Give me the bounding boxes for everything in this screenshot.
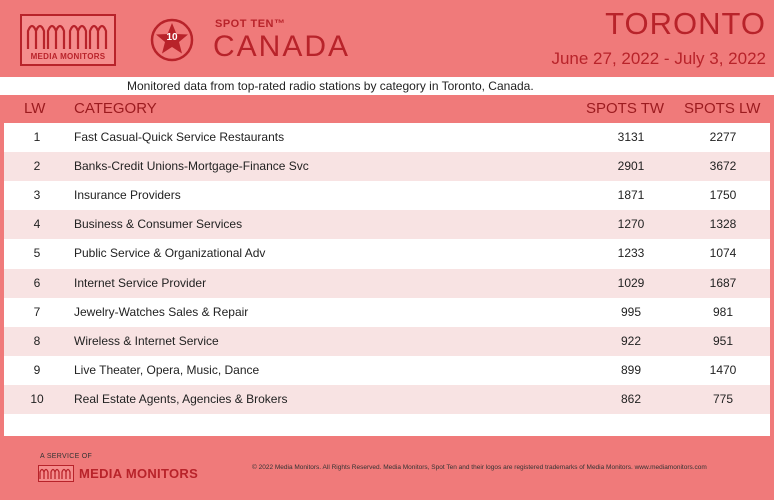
category-cell: Public Service & Organizational Adv xyxy=(74,246,266,261)
spots-lw-cell: 1687 xyxy=(709,275,737,290)
spots-lw-cell: 1750 xyxy=(709,188,737,203)
spots-lw-cell: 1470 xyxy=(709,362,737,377)
footer-media-monitors-logo xyxy=(38,463,208,485)
spots-tw-cell: 2901 xyxy=(617,159,645,174)
table-row xyxy=(4,327,770,356)
category-cell: Internet Service Provider xyxy=(74,275,207,290)
spots-tw-cell: 899 xyxy=(620,362,642,377)
spots-lw-cell: 2277 xyxy=(709,130,737,144)
service-of-label: A SERVICE OF xyxy=(40,453,93,460)
rank-cell: 3 xyxy=(33,188,41,203)
rank-cell: 1 xyxy=(33,130,41,144)
media-monitors-wave-icon xyxy=(26,19,110,51)
table-row xyxy=(4,239,770,268)
rank-cell: 6 xyxy=(33,275,41,290)
table-row xyxy=(4,210,770,239)
media-monitors-mark-icon xyxy=(38,465,74,482)
table-header xyxy=(4,95,770,123)
spots-tw-cell: 995 xyxy=(620,304,642,319)
spots-tw-cell: 1270 xyxy=(617,217,645,232)
subtitle-text: Monitored data from top-rated radio stations by category in Toronto, Canada. xyxy=(127,79,534,93)
table-row xyxy=(4,181,770,210)
spots-lw-cell: 775 xyxy=(712,391,734,406)
column-header-lw: LW xyxy=(24,100,46,117)
table-row xyxy=(4,385,770,414)
rank-cell: 5 xyxy=(33,246,41,261)
city-title: TORONTO xyxy=(605,6,766,41)
column-header-spots-tw: SPOTS TW xyxy=(586,100,665,117)
spots-lw-cell: 1074 xyxy=(709,246,737,261)
rank-cell: 7 xyxy=(33,304,41,319)
spots-tw-cell: 1029 xyxy=(617,275,645,290)
spots-tw-cell: 3131 xyxy=(617,130,645,144)
rank-cell: 2 xyxy=(33,159,41,174)
spots-lw-cell: 1328 xyxy=(709,217,737,232)
logo-text: MEDIA MONITORS xyxy=(30,52,106,61)
table-row xyxy=(4,356,770,385)
copyright-text: © 2022 Media Monitors. All Rights Reserved. Media Monitors, Spot Ten and their logos are registered trademarks of Media Monitors. www.mediamonitors.com xyxy=(252,464,707,471)
rank-cell: 4 xyxy=(33,217,41,232)
header xyxy=(0,0,774,78)
column-header-category: CATEGORY xyxy=(74,100,157,117)
rank-cell: 10 xyxy=(30,391,44,406)
footer-logo-text: MEDIA MONITORS xyxy=(79,466,199,481)
category-cell: Jewelry-Watches Sales & Repair xyxy=(74,304,249,319)
date-range: June 27, 2022 - July 3, 2022 xyxy=(551,49,766,68)
spots-tw-cell: 922 xyxy=(620,333,642,348)
table-body xyxy=(4,123,770,414)
category-cell: Fast Casual-Quick Service Restaurants xyxy=(74,130,285,144)
footer xyxy=(0,436,774,500)
media-monitors-logo xyxy=(20,14,116,66)
spots-tw-cell: 1233 xyxy=(617,246,645,261)
subtitle-band xyxy=(0,77,774,95)
category-cell: Live Theater, Opera, Music, Dance xyxy=(74,362,260,377)
spots-lw-cell: 981 xyxy=(712,304,734,319)
category-cell: Business & Consumer Services xyxy=(74,217,243,232)
star-badge-icon xyxy=(150,18,194,62)
rank-cell: 9 xyxy=(33,362,41,377)
rank-cell: 8 xyxy=(33,333,41,348)
table-bottom-spacer xyxy=(4,414,770,436)
spots-lw-cell: 3672 xyxy=(709,159,737,174)
category-cell: Real Estate Agents, Agencies & Brokers xyxy=(74,391,288,406)
table-row xyxy=(4,269,770,298)
spots-lw-cell: 951 xyxy=(712,333,734,348)
table-row xyxy=(4,123,770,152)
category-cell: Banks-Credit Unions-Mortgage-Finance Svc xyxy=(74,159,309,174)
spots-tw-cell: 862 xyxy=(620,391,642,406)
table-row xyxy=(4,298,770,327)
spots-tw-cell: 1871 xyxy=(617,188,645,203)
category-cell: Insurance Providers xyxy=(74,188,181,203)
badge-number: 10 xyxy=(166,32,178,43)
spot-ten-label: SPOT TEN™ xyxy=(215,18,286,30)
column-header-spots-lw: SPOTS LW xyxy=(684,100,761,117)
country-title: CANADA xyxy=(213,30,351,63)
table-row xyxy=(4,152,770,181)
category-cell: Wireless & Internet Service xyxy=(74,333,219,348)
